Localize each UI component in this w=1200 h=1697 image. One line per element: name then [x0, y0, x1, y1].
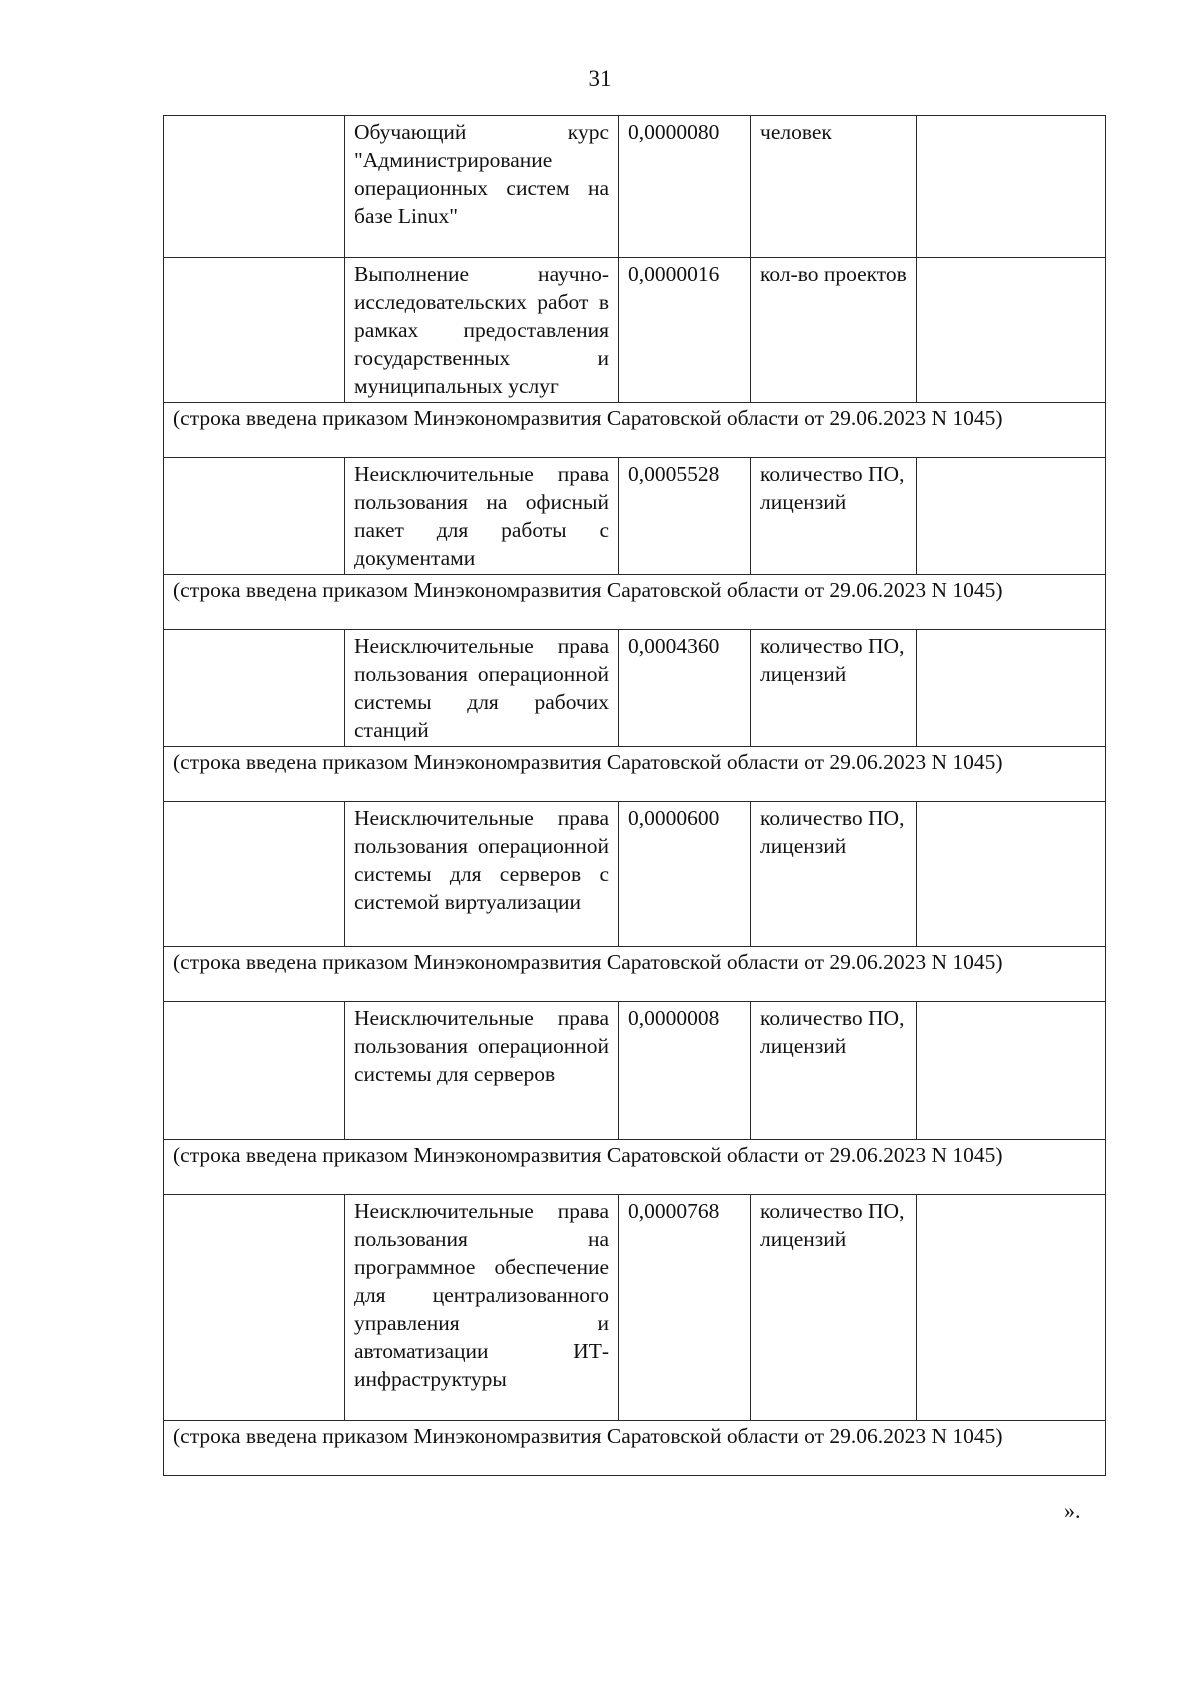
note-row	[164, 747, 1106, 802]
empty-cell	[164, 116, 345, 258]
item-value: 0,0004360	[619, 630, 751, 747]
note-row	[164, 947, 1106, 1002]
closing-quote: ».	[1064, 1498, 1081, 1523]
amendment-note: (строка введена приказом Минэкономразвития Саратовской области от 29.06.2023 N 1045)	[164, 1140, 1106, 1195]
table-row	[164, 630, 1106, 747]
item-value: 0,0000080	[619, 116, 751, 258]
empty-cell	[164, 458, 345, 575]
table-row	[164, 1002, 1106, 1140]
note-row	[164, 1140, 1106, 1195]
table-row	[164, 1195, 1106, 1421]
empty-cell	[164, 630, 345, 747]
item-unit: количество ПО, лицензий	[751, 802, 917, 947]
empty-cell	[917, 1195, 1106, 1421]
item-value: 0,0000768	[619, 1195, 751, 1421]
item-description: Неисключительные права пользования на офисный пакет для работы с документами	[345, 458, 619, 575]
empty-cell	[164, 1195, 345, 1421]
page-number: 31	[588, 66, 612, 91]
amendment-note: (строка введена приказом Минэкономразвития Саратовской области от 29.06.2023 N 1045)	[164, 947, 1106, 1002]
table-row	[164, 116, 1106, 258]
item-value: 0,0005528	[619, 458, 751, 575]
item-value: 0,0000600	[619, 802, 751, 947]
item-unit: человек	[751, 116, 917, 258]
norms-table	[163, 115, 1106, 1476]
item-value: 0,0000016	[619, 258, 751, 403]
item-unit: кол-во проектов	[751, 258, 917, 403]
item-description: Обучающий курс "Администрирование операционных систем на базе Linux"	[345, 116, 619, 258]
note-row	[164, 575, 1106, 630]
table-row	[164, 458, 1106, 575]
empty-cell	[917, 1002, 1106, 1140]
table-row	[164, 802, 1106, 947]
amendment-note: (строка введена приказом Минэкономразвития Саратовской области от 29.06.2023 N 1045)	[164, 1421, 1106, 1476]
item-description: Неисключительные права пользования операционной системы для рабочих станций	[345, 630, 619, 747]
item-value: 0,0000008	[619, 1002, 751, 1140]
item-description: Неисключительные права пользования операционной системы для серверов	[345, 1002, 619, 1140]
empty-cell	[164, 802, 345, 947]
empty-cell	[164, 1002, 345, 1140]
amendment-note: (строка введена приказом Минэкономразвития Саратовской области от 29.06.2023 N 1045)	[164, 747, 1106, 802]
item-unit: количество ПО, лицензий	[751, 1002, 917, 1140]
note-row	[164, 403, 1106, 458]
item-unit: количество ПО, лицензий	[751, 1195, 917, 1421]
empty-cell	[917, 458, 1106, 575]
empty-cell	[164, 258, 345, 403]
item-description: Выполнение научно-исследовательских работ в рамках предоставления государственных и муниципальных услуг	[345, 258, 619, 403]
empty-cell	[917, 116, 1106, 258]
item-unit: количество ПО, лицензий	[751, 630, 917, 747]
amendment-note: (строка введена приказом Минэкономразвития Саратовской области от 29.06.2023 N 1045)	[164, 575, 1106, 630]
amendment-note: (строка введена приказом Минэкономразвития Саратовской области от 29.06.2023 N 1045)	[164, 403, 1106, 458]
item-description: Неисключительные права пользования на программное обеспечение для централизованного управления и автоматизации ИТ-инфраструктуры	[345, 1195, 619, 1421]
item-description: Неисключительные права пользования операционной системы для серверов с системой виртуализации	[345, 802, 619, 947]
item-unit: количество ПО, лицензий	[751, 458, 917, 575]
empty-cell	[917, 802, 1106, 947]
table-row	[164, 258, 1106, 403]
empty-cell	[917, 258, 1106, 403]
note-row	[164, 1421, 1106, 1476]
empty-cell	[917, 630, 1106, 747]
